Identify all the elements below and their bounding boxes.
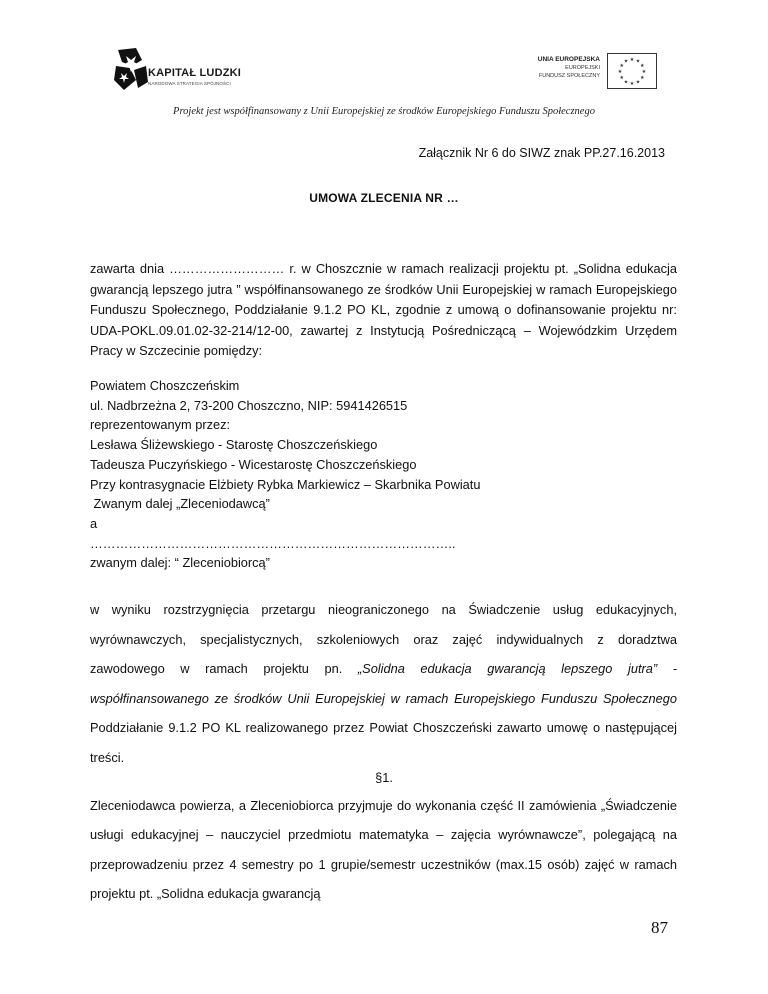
kapital-ludzki-title: KAPITAŁ LUDZKI xyxy=(148,67,242,79)
svg-text:★: ★ xyxy=(619,75,624,81)
party-line: ul. Nadbrzeżna 2, 73-200 Choszczno, NIP: 5941426515 xyxy=(90,397,408,413)
svg-text:★: ★ xyxy=(640,75,645,81)
section-1-text: Zleceniodawca powierza, a Zleceniobiorca przyjmuje do wykonania część II zamówienia „Świadczenie usługi edukacyjnej – nauczyciel przedmiotu matematyka – zajęcia wyrównawcze”, polegającą na przeprowadzeniu przez 4 semestry po 1 grupie/semestr uczestników (max.15 osób) zajęć w ramach projektu pt. „Solidna edukacja gwarancją xyxy=(90,798,677,902)
cofinance-note: Projekt jest współfinansowany z Unii Europejskiej ze środków Europejskiego Funduszu Społecznego xyxy=(173,106,595,117)
svg-text:★: ★ xyxy=(629,57,635,63)
annex-reference: Załącznik Nr 6 do SIWZ znak PP.27.16.2013 xyxy=(418,146,665,160)
svg-text:★: ★ xyxy=(623,79,629,86)
party-line: a xyxy=(90,515,98,531)
document-title: UMOWA ZLECENIA NR … xyxy=(309,191,459,205)
party-line: zwanym dalej: “ Zleceniobiorcą” xyxy=(90,555,270,571)
project-name-italic: „Solidna edukacja gwarancją lepszego jutra” - współfinansowanego ze środków Unii Europejskiej w ramach Europejskiego Funduszu Społecznego xyxy=(90,661,677,706)
tender-result-paragraph xyxy=(90,595,677,773)
section-1-heading: §1. xyxy=(375,770,393,785)
eu-logo-line2: EUROPEJSKI xyxy=(565,65,600,71)
svg-text:★: ★ xyxy=(635,79,641,86)
kapital-ludzki-emblem-icon xyxy=(112,46,150,92)
party-line: Tadeusza Puczyńskiego - Wicestarostę Choszczeńskiego xyxy=(90,456,417,472)
svg-text:★: ★ xyxy=(635,58,641,65)
party-line: ………………………………………………………………………….. xyxy=(90,535,456,551)
party-line: Przy kontrasygnacie Elżbiety Rybka Markiewicz – Skarbnika Powiatu xyxy=(90,476,481,492)
svg-text:★: ★ xyxy=(640,63,645,69)
eu-logo-text xyxy=(538,56,600,80)
svg-text:★: ★ xyxy=(623,58,629,65)
tender-result-text: w wyniku rozstrzygnięcia przetargu nieograniczonego na Świadczenie usług edukacyjnych, wyrównawczych, specjalistycznych, szkoleniowych oraz zajęć indywidualnych z doradztwa zawodowego w ramach projektu pn. xyxy=(90,602,677,677)
intro-paragraph: zawarta dnia ……………………… r. w Choszcznie w ramach realizacji projektu pt. „Solidna edukacja gwarancją lepszego jutra ” współfinansowanego ze środków Unii Europejskiej w ramach Europejskiego Funduszu Społecznego, Poddziałanie 9.1.2 PO KL, zgodnie z umową o dofinansowanie projektu nr: UDA-POKL.09.01.02-32-214/12-00, zawartej z Instytucją Pośredniczącą – Wojewódzkim Urzędem Pracy w Szczecinie pomiędzy: xyxy=(90,261,677,358)
parties-block xyxy=(90,376,677,573)
svg-text:★: ★ xyxy=(629,81,635,87)
party-line: Lesława Śliżewskiego - Starostę Choszczeńskiego xyxy=(90,437,378,453)
kapital-ludzki-subtitle: NARODOWA STRATEGIA SPÓJNOŚCI xyxy=(148,81,231,86)
svg-text:★: ★ xyxy=(619,63,624,69)
svg-text:★: ★ xyxy=(617,69,623,75)
party-line: Zwanym dalej „Zleceniodawcą” xyxy=(90,496,270,512)
page-number: 87 xyxy=(651,918,668,937)
eu-logo-line1: UNIA EUROPEJSKA xyxy=(537,56,600,63)
party-line: reprezentowanym przez: xyxy=(90,417,231,433)
kapital-ludzki-logo xyxy=(112,46,272,94)
party-line: Powiatem Choszczeńskim xyxy=(90,378,240,393)
svg-text:★: ★ xyxy=(641,69,647,75)
eu-logo-line3: FUNDUSZ SPOŁECZNY xyxy=(538,73,600,79)
tender-result-text-end: Poddziałanie 9.1.2 PO KL realizowanego przez Powiat Choszczeński zawarto umowę o następującej treści. xyxy=(90,720,677,765)
eu-logo xyxy=(508,52,658,96)
eu-flag-icon xyxy=(607,53,657,89)
